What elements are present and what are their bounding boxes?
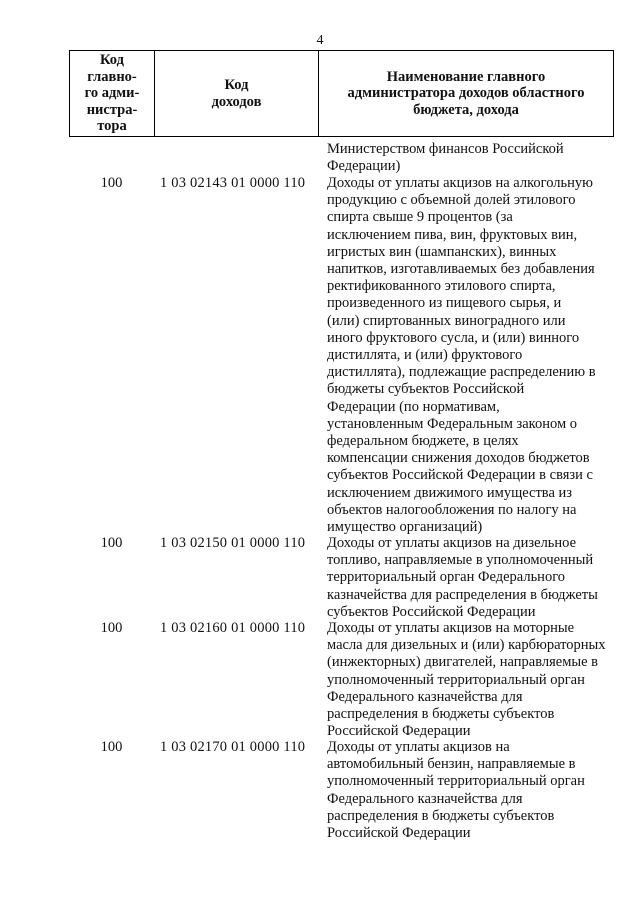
text-line: Доходы от уплаты акцизов на [327, 739, 510, 755]
text-line: ректификованного этилового спирта, [327, 278, 556, 295]
text-line: уполномоченный территориальный орган [327, 671, 585, 688]
header-line: нистра- [86, 101, 138, 118]
text-line: Федерального казначейства для [327, 790, 523, 807]
text-line: автомобильный бензин, направляемые в [327, 756, 576, 773]
text-line: объектов налогообложения по налогу на [327, 501, 577, 518]
text-line: иного фруктового сусла, и (или) винного [327, 329, 580, 346]
text-line: Федерального казначейства для [327, 688, 523, 705]
header-line: доходов [211, 93, 262, 110]
income-code: 1 03 02150 01 0000 110 [160, 535, 306, 551]
header-admin-code-text [85, 52, 140, 135]
text-line: имущество организаций) [327, 519, 483, 536]
header-line: го адми- [84, 85, 140, 102]
text-line: дистиллята, и (или) фруктового [327, 347, 523, 364]
admin-code: 100 [100, 739, 123, 755]
income-name [327, 175, 615, 536]
text-line: компенсации снижения доходов бюджетов [327, 450, 590, 467]
income-name [327, 739, 615, 842]
text-line: субъектов Российской Федерации [327, 603, 536, 620]
text-line: субъектов Российской Федерации в связи с [327, 467, 593, 484]
income-name [327, 535, 615, 621]
page-number: 4 [316, 33, 324, 48]
text-line: распределения в бюджеты субъектов [327, 706, 555, 723]
text-line: уполномоченный территориальный орган [327, 773, 585, 790]
text-line: федеральном бюджете, в целях [327, 433, 519, 450]
admin-code: 100 [100, 620, 123, 636]
header-line: Наименование главного [386, 68, 546, 85]
text-line: Министерством финансов Российской [327, 141, 564, 157]
header-name [319, 51, 613, 136]
text-line: установленным Федеральным законом о [327, 415, 578, 432]
admin-code: 100 [100, 535, 123, 551]
header-name-text [348, 69, 585, 119]
text-line: распределения в бюджеты субъектов [327, 807, 555, 824]
text-line: Российской Федерации [327, 825, 471, 842]
admin-code: 100 [100, 175, 123, 191]
header-line: администратора доходов областного [347, 85, 585, 102]
text-line: исключением пива, вин, фруктовых вин, [327, 226, 578, 243]
income-code: 1 03 02170 01 0000 110 [160, 739, 306, 755]
text-line: топливо, направляемые в уполномоченный [327, 552, 594, 569]
continuation-text [327, 141, 615, 175]
text-line: масла для дизельных и (или) карбюраторных [327, 637, 606, 654]
text-line: Доходы от уплаты акцизов на дизельное [327, 535, 577, 551]
header-income-code [155, 51, 319, 136]
text-line: бюджеты субъектов Российской [327, 381, 525, 398]
text-line: Российской Федерации [327, 723, 471, 740]
table-header [69, 50, 614, 137]
income-code: 1 03 02143 01 0000 110 [160, 175, 306, 191]
header-income-code-text [212, 77, 262, 110]
text-line: Федерации) [327, 158, 401, 175]
header-line: бюджета, дохода [413, 101, 519, 118]
text-line: исключением движимого имущества из [327, 484, 573, 501]
header-line: тора [97, 118, 127, 135]
header-line: Код [100, 52, 124, 69]
text-line: Доходы от уплаты акцизов на моторные [327, 620, 575, 636]
text-line: Федерации (по нормативам, [327, 398, 500, 415]
income-name [327, 620, 615, 740]
text-line: Доходы от уплаты акцизов на алкогольную [327, 175, 593, 191]
text-line: (инжекторных) двигателей, направляемые в [327, 654, 599, 671]
header-line: главно- [87, 68, 137, 85]
text-line: спирта свыше 9 процентов (за [327, 209, 513, 226]
text-line: (или) спиртованных виноградного или [327, 312, 566, 329]
text-line: напитков, изготавливаемых без добавления [327, 261, 595, 278]
text-line: территориальный орган Федерального [327, 569, 566, 586]
income-code: 1 03 02160 01 0000 110 [160, 620, 306, 636]
text-line: игристых вин (шампанских), винных [327, 243, 557, 260]
text-line: дистиллята), подлежащие распределению в [327, 364, 596, 381]
header-line: Код [224, 77, 249, 93]
text-line: произведенного из пищевого сырья, и [327, 295, 562, 312]
text-line: казначейства для распределения в бюджеты [327, 586, 598, 603]
header-admin-code [70, 51, 155, 136]
text-line: продукцию с объемной долей этилового [327, 192, 576, 209]
